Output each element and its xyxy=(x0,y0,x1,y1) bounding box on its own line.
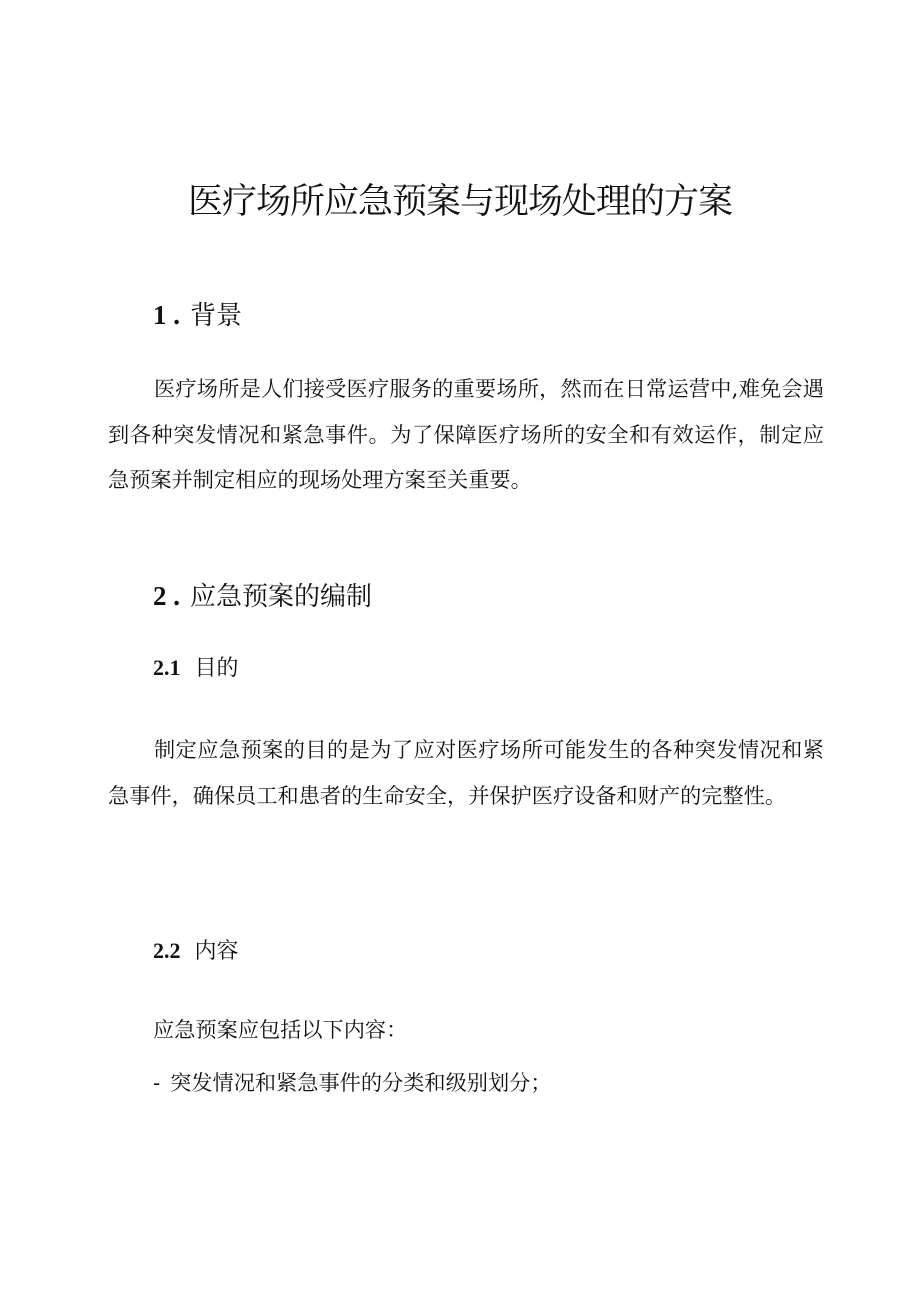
document-title: 医疗场所应急预案与现场处理的方案 xyxy=(187,182,732,222)
section-title: 背景 xyxy=(190,301,243,331)
subsection-heading-purpose xyxy=(153,652,239,685)
subsection-number: 2.2 xyxy=(153,938,181,963)
list-item-text: 突发情况和紧急事件的分类和级别划分； xyxy=(170,1070,552,1095)
subsection-heading-content xyxy=(153,935,239,968)
list-bullet: - xyxy=(153,1070,161,1095)
subsection-title: 内容 xyxy=(194,939,239,964)
content-intro: 应急预案应包括以下内容： xyxy=(153,1017,408,1042)
section-number: 2 . xyxy=(153,581,180,611)
section-heading-background xyxy=(153,297,242,334)
list-item xyxy=(153,1065,552,1101)
section-number: 1 . xyxy=(153,300,180,330)
subsection-title: 目的 xyxy=(194,656,239,681)
section-heading-plan-preparation xyxy=(153,578,372,615)
section-title: 应急预案的编制 xyxy=(190,582,373,612)
purpose-paragraph: 制定应急预案的目的是为了应对医疗场所可能发生的各种突发情况和紧急事件，确保员工和患者的生命安全，并保护医疗设备和财产的完整性。 xyxy=(108,737,824,808)
background-paragraph: 医疗场所是人们接受医疗服务的重要场所，然而在日常运营中,难免会遇到各种突发情况和紧急事件。为了保障医疗场所的安全和有效运作，制定应急预案并制定相应的现场处理方案至关重要。 xyxy=(108,376,824,492)
subsection-number: 2.1 xyxy=(153,655,181,680)
